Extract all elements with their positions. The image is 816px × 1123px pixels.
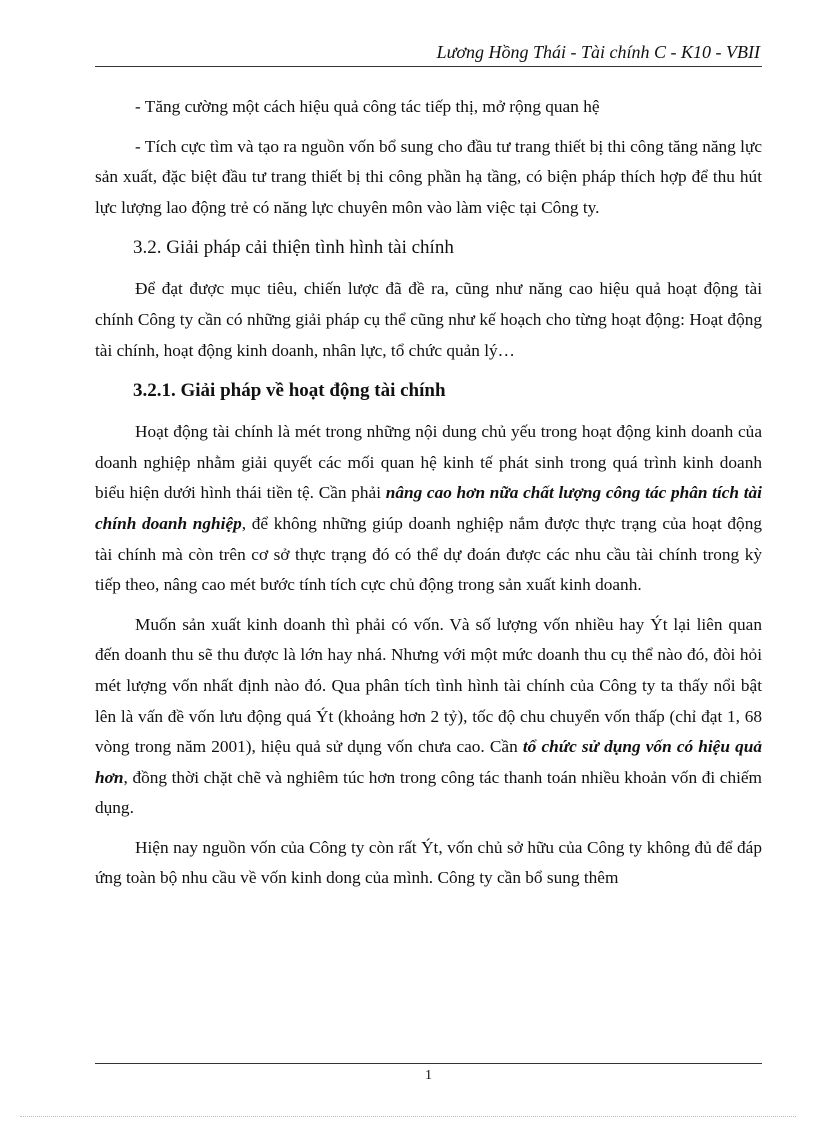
emphasis-run: tổ chức sử dụng vốn có hiệu quả hơn bbox=[95, 737, 762, 787]
emphasis-run: nâng cao hơn nữa chất lượng công tác phân tích tài chính doanh nghiệp bbox=[95, 483, 762, 533]
footer-divider bbox=[95, 1063, 762, 1064]
text-run: , để không những giúp doanh nghiệp nắm được thực trạng của hoạt động tài chính mà còn trên cơ sở thực trạng đó có thể dự đoán được các nhu cầu tài chính trong kỳ tiếp theo, nâng cao mét bước tính tích cực chủ động trong sản xuất kinh doanh. bbox=[95, 513, 762, 595]
section-heading-3-2: 3.2. Giải pháp cải thiện tình hình tài chính bbox=[133, 237, 454, 259]
document-body bbox=[95, 92, 762, 894]
section-heading-3-2-1: 3.2.1. Giải pháp về hoạt động tài chính bbox=[133, 380, 446, 402]
header-divider bbox=[95, 66, 762, 67]
paragraph-financial-activity bbox=[95, 417, 762, 601]
paragraph-current-capital: Hiện nay nguồn vốn của Công ty còn rất Ýt, vốn chủ sở hữu của Công ty không đủ để đáp ứng toàn bộ nhu cầu về vốn kinh dong của mình. Công ty cần bổ sung thêm bbox=[95, 837, 762, 888]
text-run: Muốn sản xuất kinh doanh thì phải có vốn. Và số lượng vốn nhiều hay Ýt lại liên quan đến doanh thu sẽ thu được là lớn hay nhá. Nhưng với một mức doanh thu cụ thể nào đó, đòi hỏi mét lượng vốn nhất định nào đó. Qua phân tích tình hình tài chính của Công ty ta thấy nổi bật lên là vấn đề vốn lưu động quá Ýt (khoảng hơn 2 tỷ), tốc độ chu chuyển vốn thấp (chỉ đạt 1, 68 vòng trong năm 2001), hiệu quả sử dụng vốn chưa cao. Cần bbox=[95, 614, 762, 757]
paragraph-capital-needs bbox=[95, 610, 762, 824]
bullet-paragraph-marketing: - Tăng cường một cách hiệu quả công tác tiếp thị, mở rộng quan hệ bbox=[135, 97, 600, 116]
text-run: Hoạt động tài chính là mét trong những nội dung chủ yếu trong hoạt động kinh doanh của doanh nghiệp nhằm giải quyết các mối quan hệ kinh tế phát sinh trong quá trình kinh doanh biểu hiện dưới hình thái tiền tệ. Cần phải bbox=[95, 422, 762, 503]
page-bottom-dotted-line bbox=[20, 1116, 796, 1117]
page-number: 1 bbox=[425, 1068, 432, 1083]
text-run: , đồng thời chặt chẽ và nghiêm túc hơn trong công tác thanh toán nhiều khoản vốn đi chiếm dụng. bbox=[95, 767, 762, 818]
bullet-paragraph-capital: - Tích cực tìm và tạo ra nguồn vốn bổ sung cho đầu tư trang thiết bị thi công tăng năng lực sản xuất, đặc biệt đầu tư trang thiết bị thi công phần hạ tầng, có biện pháp thích hợp để thu hút lực lượng lao động trẻ có năng lực chuyên môn vào làm việc tại Công ty. bbox=[95, 136, 762, 217]
paragraph-objectives: Để đạt được mục tiêu, chiến lược đã đề ra, cũng như năng cao hiệu quả hoạt động tài chính Công ty cần có những giải pháp cụ thể cũng như kế hoạch cho từng hoạt động: Hoạt động tài chính, hoạt động kinh doanh, nhân lực, tổ chức quản lý… bbox=[95, 279, 762, 360]
page-header: Lương Hồng Thái - Tài chính C - K10 - VBII bbox=[436, 42, 760, 62]
